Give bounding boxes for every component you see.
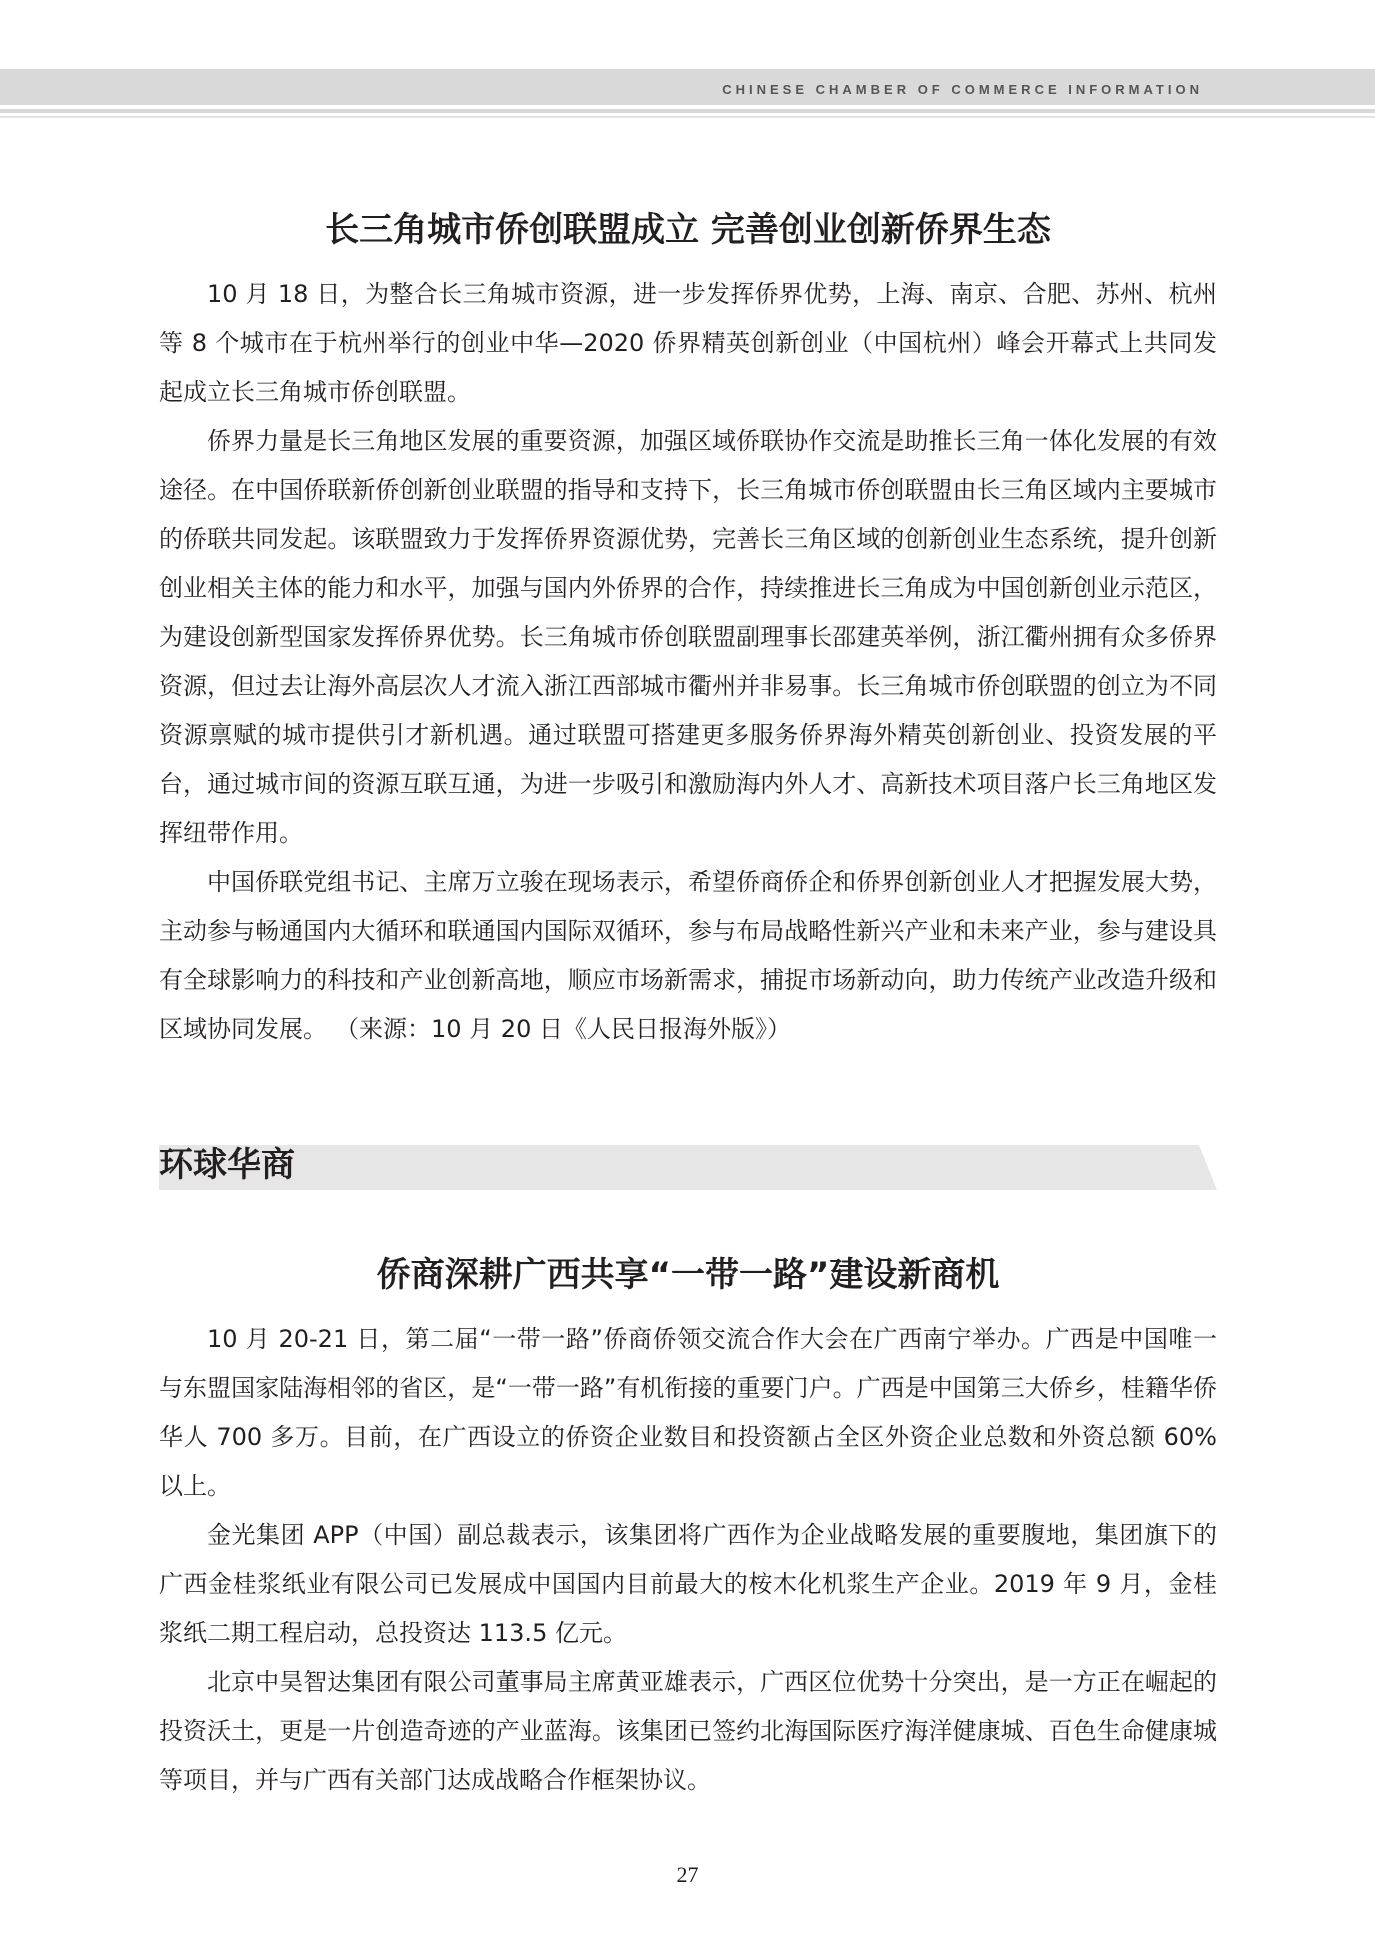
header-rule: [0, 109, 1375, 113]
article-1-paragraph-3-text: 中国侨联党组书记、主席万立骏在现场表示，希望侨商侨企和侨界创新创业人才把握发展大势，主动参与畅通国内大循环和联通国内国际双循环，参与布局战略性新兴产业和未来产业，参与建设具有全球影响力的科技和产业创新高地，顺应市场新需求，捕捉市场新动向，助力传统产业改造升级和区域协同发展。: [159, 868, 1217, 1043]
article-1-source: （来源：10 月 20 日《人民日报海外版》）: [347, 1015, 791, 1043]
article-2-paragraph-1: 10 月 20-21 日，第二届“一带一路”侨商侨领交流合作大会在广西南宁举办。广西是中国唯一与东盟国家陆海相邻的省区，是“一带一路”有机衔接的重要门户。广西是中国第三大侨乡，桂籍华侨华人 700 多万。目前，在广西设立的侨资企业数目和投资额占全区外资企业总数和外资总额 60% 以上。: [159, 1325, 1217, 1500]
article-1-paragraph-1: 10 月 18 日，为整合长三角城市资源，进一步发挥侨界优势，上海、南京、合肥、苏州、杭州等 8 个城市在于杭州举行的创业中华—2020 侨界精英创新创业（中国杭州）峰会开幕式上共同发起成立长三角城市侨创联盟。: [159, 280, 1217, 406]
article-2: [159, 1245, 1217, 1805]
header-rule-thin: [0, 116, 1375, 118]
article-2-title: 侨商深耕广西共享“一带一路”建设新商机: [376, 1255, 1000, 1295]
publication-name: CHINESE CHAMBER OF COMMERCE INFORMATION: [722, 82, 1203, 97]
article-1-title: 长三角城市侨创联盟成立 完善创业创新侨界生态: [325, 210, 1051, 250]
article-2-paragraph-2: 金光集团 APP（中国）副总裁表示，该集团将广西作为企业战略发展的重要腹地，集团旗下的广西金桂浆纸业有限公司已发展成中国国内目前最大的桉木化机浆生产企业。2019 年 9 月，金桂浆纸二期工程启动，总投资达 113.5 亿元。: [159, 1521, 1217, 1647]
section-banner: [159, 1145, 1217, 1190]
article-1: [159, 200, 1217, 1054]
section-title: 环球华商: [159, 1145, 295, 1185]
article-1-paragraph-2: 侨界力量是长三角地区发展的重要资源，加强区域侨联协作交流是助推长三角一体化发展的有效途径。在中国侨联新侨创新创业联盟的指导和支持下，长三角城市侨创联盟由长三角区域内主要城市的侨联共同发起。该联盟致力于发挥侨界资源优势，完善长三角区域的创新创业生态系统，提升创新创业相关主体的能力和水平，加强与国内外侨界的合作，持续推进长三角成为中国创新创业示范区，为建设创新型国家发挥侨界优势。长三角城市侨创联盟副理事长邵建英举例，浙江衢州拥有众多侨界资源，但过去让海外高层次人才流入浙江西部城市衢州并非易事。长三角城市侨创联盟的创立为不同资源禀赋的城市提供引才新机遇。通过联盟可搭建更多服务侨界海外精英创新创业、投资发展的平台，通过城市间的资源互联互通，为进一步吸引和激励海内外人才、高新技术项目落户长三角地区发挥纽带作用。: [159, 427, 1217, 847]
article-1-paragraph-3: [159, 858, 1217, 1054]
page-number: 27: [676, 1862, 699, 1887]
article-2-paragraph-3: 北京中昊智达集团有限公司董事局主席黄亚雄表示，广西区位优势十分突出，是一方正在崛起的投资沃土，更是一片创造奇迹的产业蓝海。该集团已签约北海国际医疗海洋健康城、百色生命健康城等项目，并与广西有关部门达成战略合作框架协议。: [159, 1668, 1217, 1794]
